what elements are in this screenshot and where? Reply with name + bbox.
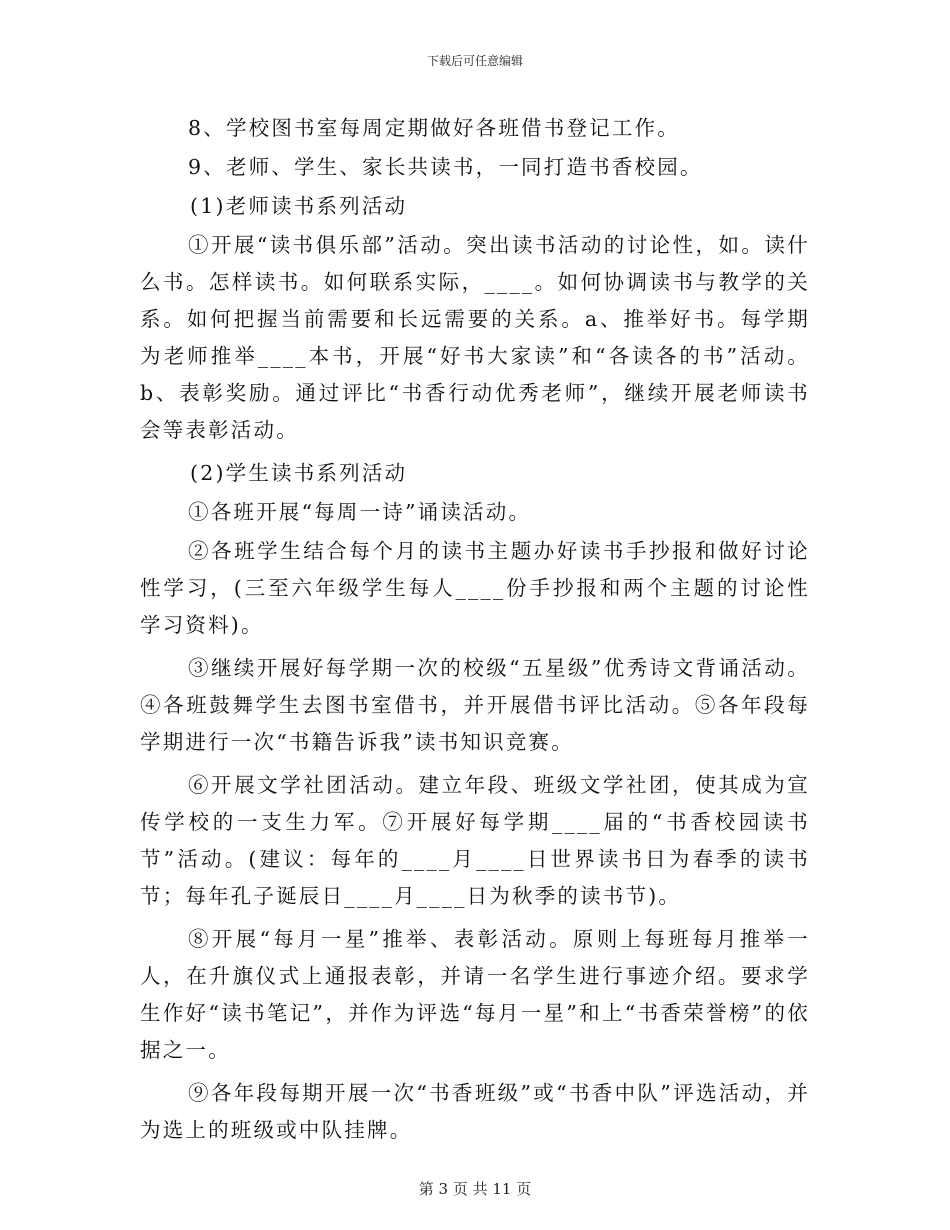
page-footer: 第 3 页 共 11 页 [418, 1180, 532, 1198]
page-header: 下载后可任意编辑 [426, 54, 523, 68]
paragraph-handwritten-newspaper: ②各班学生结合每个月的读书主题办好读书手抄报和做好讨论性学习，(三至六年级学生每人____份手抄报和两个主题的讨论性学习资料)。 [140, 539, 810, 637]
section-heading-student-reading: (2)学生读书系列活动 [190, 461, 408, 485]
paragraph-poem-recitation: ①各班开展“每周一诗”诵读活动。 [188, 500, 532, 524]
paragraph-star-of-month: ⑧开展“每月一星”推举、表彰活动。原则上每班每月推举一人，在升旗仪式上通报表彰，并请一名学生进行事迹介绍。要求学生作好“读书笔记”，并作为评选“每月一星”和上“书香荣誉榜”的依据之一。 [140, 927, 810, 1062]
paragraph-literary-club: ⑥开展文学社团活动。建立年段、班级文学社团，使其成为宣传学校的一支生力军。⑦开展好每学期____届的“书香校园读书节”活动。(建议：每年的____月____日世界读书日为春季的读书节；每年孔子诞辰日____月____日为秋季的读书节)。 [140, 773, 810, 908]
paragraph-scholarly-class: ⑨各年段每期开展一次“书香班级”或“书香中队”评选活动，并为选上的班级或中队挂牌。 [140, 1081, 810, 1142]
paragraph-recitation-contest: ③继续开展好每学期一次的校级“五星级”优秀诗文背诵活动。④各班鼓舞学生去图书室借书，并开展借书评比活动。⑤各年段每学期进行一次“书籍告诉我”读书知识竞赛。 [140, 656, 810, 754]
document-body [140, 110, 810, 1149]
paragraph-item-8: 8、学校图书室每周定期做好各班借书登记工作。 [188, 116, 680, 140]
section-heading-teacher-reading: (1)老师读书系列活动 [190, 194, 408, 218]
paragraph-item-9: 9、老师、学生、家长共读书，一同打造书香校园。 [188, 155, 703, 179]
paragraph-teacher-activities: ①开展“读书俱乐部”活动。突出读书活动的讨论性，如。读什么书。怎样读书。如何联系实际，____。如何协调读书与教学的关系。如何把握当前需要和长远需要的关系。a、推举好书。每学期为老师推举____本书，开展“好书大家读”和“各读各的书”活动。b、表彰奖励。通过评比“书香行动优秀老师”，继续开展老师读书会等表彰活动。 [140, 233, 810, 442]
